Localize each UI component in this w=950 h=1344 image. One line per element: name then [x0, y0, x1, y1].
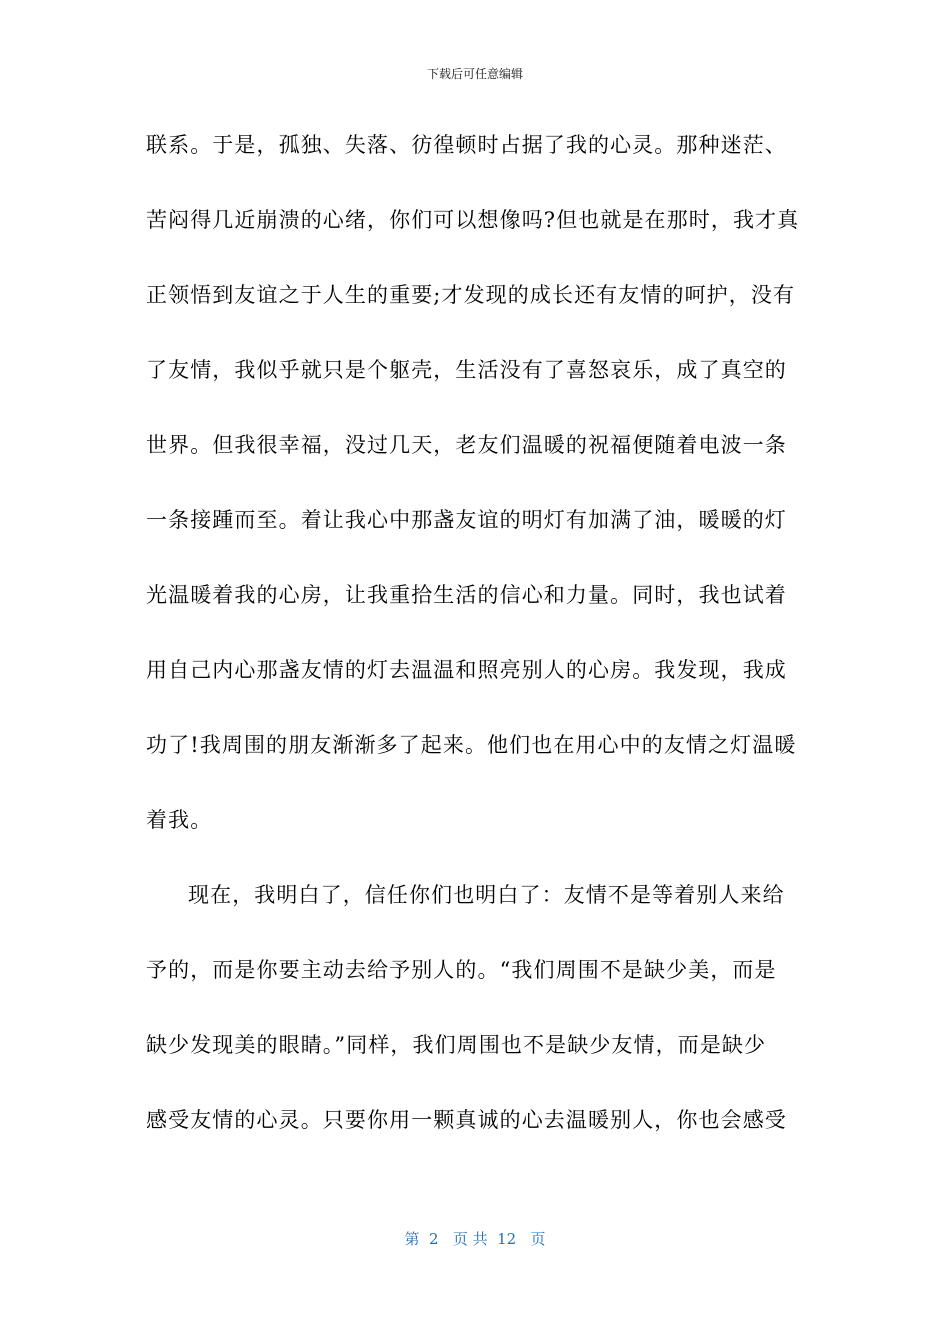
paragraph-first-line: 现在，我明白了，信任你们也明白了：友情不是等着别人来给 — [188, 883, 785, 907]
page-number-footer: 第 2 页 共 12 页 — [404, 1230, 546, 1248]
text-line: 正领悟到友谊之于人生的重要;才发现的成长还有友情的呵护，没有 — [146, 283, 796, 307]
text-line: 感受友情的心灵。只要你用一颗真诚的心去温暖别人，你也会感受 — [146, 1108, 787, 1132]
body-text — [146, 118, 810, 1168]
text-line: 着我。 — [146, 808, 213, 832]
text-line: 苦闷得几近崩溃的心绪，你们可以想像吗?但也就是在那时，我才真 — [146, 208, 800, 232]
text-line: 用自己内心那盏友情的灯去温温和照亮别人的心房。我发现，我成 — [146, 658, 787, 682]
text-line: 联系。于是，孤独、失落、彷徨顿时占据了我的心灵。那种迷茫、 — [146, 133, 787, 157]
text-line: 光温暖着我的心房，让我重拾生活的信心和力量。同时，我也试着 — [146, 583, 787, 607]
text-line: 功了!我周围的朋友渐渐多了起来。他们也在用心中的友情之灯温暖 — [146, 733, 797, 757]
text-line: 世界。但我很幸福，没过几天，老友们温暖的祝福便随着电波一条 — [146, 433, 787, 457]
text-line: 了友情，我似乎就只是个躯壳，生活没有了喜怒哀乐，成了真空的 — [146, 358, 787, 382]
page-header: 下载后可任意编辑 — [426, 67, 523, 81]
text-line: 一条接踵而至。着让我心中那盏友谊的明灯有加满了油，暖暖的灯 — [146, 508, 787, 532]
text-line: 缺少发现美的眼睛。”同样，我们周围也不是缺少友情，而是缺少 — [146, 1033, 767, 1057]
text-line: 予的，而是你要主动去给予别人的。“我们周围不是缺少美，而是 — [146, 958, 777, 982]
